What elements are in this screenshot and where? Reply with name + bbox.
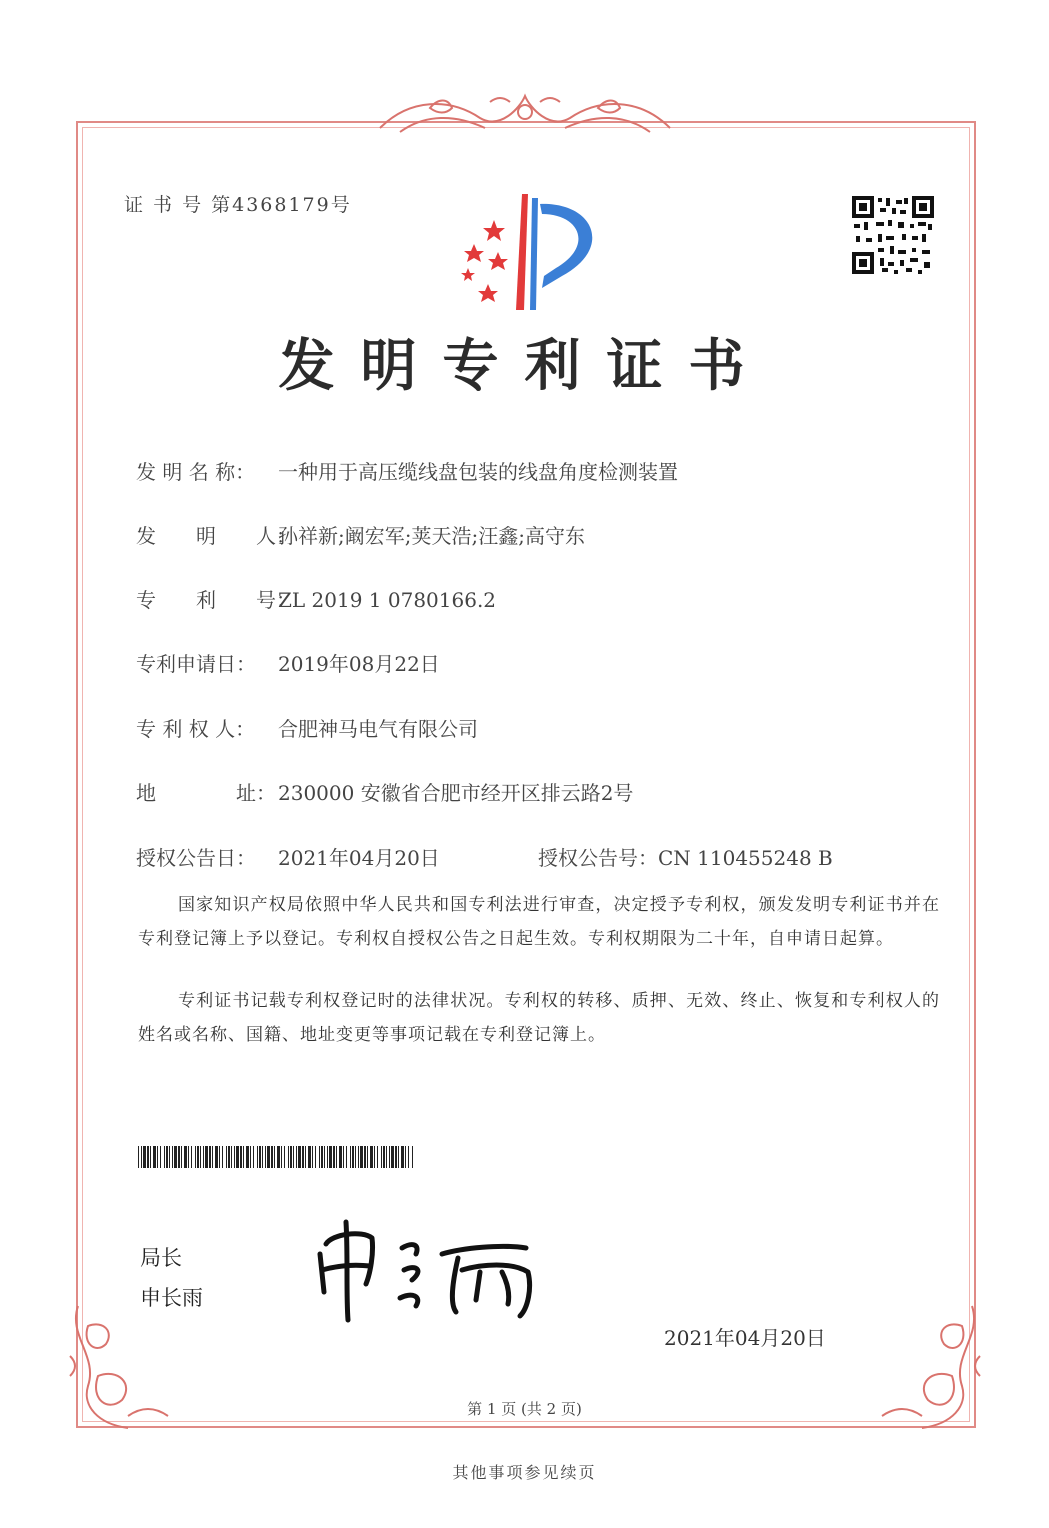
barcode-bar — [360, 1146, 363, 1168]
field-label: 授权公告号： — [538, 846, 658, 870]
barcode-bar — [327, 1146, 328, 1168]
qr-code — [852, 196, 934, 274]
barcode-bar — [324, 1146, 325, 1168]
field-label: 发 明 人： — [136, 524, 296, 548]
barcode-bar — [157, 1146, 158, 1168]
statement-paragraph-1: 国家知识产权局依照中华人民共和国专利法进行审查，决定授予专利权，颁发发明专利证书并在专利登记簿上予以登记。专利权自授权公告之日起生效。专利权期限为二十年，自申请日起算。 — [138, 895, 940, 949]
barcode-bar — [147, 1146, 149, 1168]
footer-note: 其他事项参见续页 — [452, 1463, 597, 1482]
field-value: 一种用于高压缆线盘包装的线盘角度检测装置 — [278, 460, 678, 484]
barcode-bar — [391, 1146, 394, 1168]
barcode-bar — [274, 1146, 275, 1168]
barcode-bar — [405, 1146, 406, 1168]
barcode-bar — [184, 1146, 187, 1168]
field-value: ZL 2019 1 0780166.2 — [278, 588, 497, 612]
barcode-bar — [236, 1146, 239, 1168]
field-address — [136, 777, 633, 806]
signatory-name: 申长雨 — [140, 1286, 203, 1310]
barcode-bar — [312, 1146, 313, 1168]
barcode-bar — [265, 1146, 266, 1168]
barcode-bar — [169, 1146, 170, 1168]
field-inventors — [136, 520, 585, 549]
barcode-bar — [153, 1146, 156, 1168]
barcode-bar — [262, 1146, 263, 1168]
barcode-bar — [412, 1146, 413, 1168]
field-value: 合肥神马电气有限公司 — [278, 717, 478, 741]
barcode-bar — [358, 1146, 359, 1168]
field-application-date — [136, 648, 440, 677]
field-announcement-number — [538, 842, 833, 871]
barcode-bar — [302, 1146, 304, 1168]
barcode-bar — [205, 1146, 208, 1168]
statement-paragraph-2: 专利证书记载专利权登记时的法律状况。专利权的转移、质押、无效、终止、恢复和专利权人的姓名或名称、国籍、地址变更等事项记载在专利登记簿上。 — [138, 991, 940, 1045]
barcode-bar — [370, 1146, 373, 1168]
field-label: 专 利 权 人： — [136, 717, 256, 741]
barcode-bar — [178, 1146, 180, 1168]
barcode-bar — [343, 1146, 344, 1168]
barcode — [138, 1146, 414, 1168]
top-ornament — [370, 88, 680, 140]
barcode-bar — [367, 1146, 368, 1168]
field-label: 专利申请日： — [136, 652, 256, 676]
barcode-bar — [315, 1146, 316, 1168]
field-value: 孙祥新;阚宏军;荚天浩;汪鑫;高守东 — [278, 524, 585, 548]
field-invention-name — [136, 456, 678, 485]
barcode-bar — [243, 1146, 244, 1168]
field-label: 授权公告日： — [136, 846, 256, 870]
field-patentee — [136, 713, 478, 742]
field-value: 2021年04月20日 — [278, 846, 440, 870]
barcode-bar — [296, 1146, 297, 1168]
field-value: CN 110455248 B — [658, 846, 833, 870]
barcode-bar — [215, 1146, 218, 1168]
barcode-bar — [150, 1146, 151, 1168]
barcode-bar — [219, 1146, 220, 1168]
barcode-bar — [231, 1146, 232, 1168]
barcode-bar — [200, 1146, 201, 1168]
signatory-title: 局长 — [140, 1246, 182, 1270]
barcode-bar — [209, 1146, 211, 1168]
barcode-bar — [374, 1146, 375, 1168]
barcode-bar — [267, 1146, 270, 1168]
barcode-bar — [234, 1146, 235, 1168]
barcode-bar — [284, 1146, 285, 1168]
barcode-bar — [203, 1146, 204, 1168]
barcode-bar — [271, 1146, 273, 1168]
barcode-bar — [288, 1146, 289, 1168]
barcode-bar — [386, 1146, 387, 1168]
barcode-bar — [355, 1146, 356, 1168]
barcode-bar — [364, 1146, 366, 1168]
barcode-bar — [398, 1146, 399, 1168]
barcode-bar — [350, 1146, 351, 1168]
barcode-bar — [395, 1146, 397, 1168]
barcode-bar — [143, 1146, 146, 1168]
barcode-bar — [197, 1146, 199, 1168]
barcode-bar — [257, 1146, 258, 1168]
signature-date: 2021年04月20日 — [664, 1326, 826, 1350]
field-label: 地 址： — [136, 781, 276, 805]
barcode-bar — [166, 1146, 168, 1168]
field-value: 2019年08月22日 — [278, 652, 440, 676]
barcode-bar — [298, 1146, 301, 1168]
barcode-bar — [246, 1146, 249, 1168]
barcode-bar — [240, 1146, 242, 1168]
barcode-bar — [212, 1146, 213, 1168]
barcode-bar — [281, 1146, 282, 1168]
barcode-bar — [321, 1146, 323, 1168]
barcode-bar — [408, 1146, 409, 1168]
barcode-bar — [174, 1146, 177, 1168]
barcode-bar — [253, 1146, 254, 1168]
barcode-bar — [389, 1146, 390, 1168]
barcode-bar — [383, 1146, 385, 1168]
barcode-bar — [250, 1146, 251, 1168]
barcode-bar — [188, 1146, 189, 1168]
page-indicator: 第 1 页 (共 2 页) — [467, 1400, 582, 1418]
barcode-bar — [195, 1146, 196, 1168]
barcode-bar — [308, 1146, 311, 1168]
barcode-bar — [290, 1146, 292, 1168]
handwritten-signature — [312, 1214, 548, 1324]
barcode-bar — [346, 1146, 347, 1168]
cnipa-logo — [444, 188, 612, 314]
barcode-bar — [305, 1146, 306, 1168]
barcode-bar — [181, 1146, 182, 1168]
barcode-bar — [293, 1146, 294, 1168]
barcode-bar — [339, 1146, 342, 1168]
barcode-bar — [141, 1146, 142, 1168]
barcode-bar — [138, 1146, 139, 1168]
document-title: 发明专利证书 — [278, 334, 771, 399]
field-patent-number — [136, 584, 496, 613]
barcode-bar — [191, 1146, 192, 1168]
field-grant-date — [136, 842, 440, 871]
barcode-bar — [381, 1146, 382, 1168]
barcode-bar — [164, 1146, 165, 1168]
barcode-bar — [329, 1146, 332, 1168]
barcode-bar — [172, 1146, 173, 1168]
barcode-bar — [319, 1146, 320, 1168]
field-label: 专 利 号： — [136, 588, 296, 612]
barcode-bar — [333, 1146, 335, 1168]
barcode-bar — [401, 1146, 404, 1168]
barcode-bar — [259, 1146, 261, 1168]
barcode-bar — [336, 1146, 337, 1168]
barcode-bar — [352, 1146, 354, 1168]
barcode-bar — [277, 1146, 280, 1168]
barcode-bar — [377, 1146, 378, 1168]
barcode-bar — [222, 1146, 223, 1168]
barcode-bar — [226, 1146, 227, 1168]
certificate-number: 证 书 号 第4368179号 — [124, 194, 352, 216]
field-value: 230000 安徽省合肥市经开区排云路2号 — [278, 781, 634, 805]
field-label: 发 明 名 称： — [136, 460, 256, 484]
barcode-bar — [160, 1146, 161, 1168]
barcode-bar — [228, 1146, 230, 1168]
